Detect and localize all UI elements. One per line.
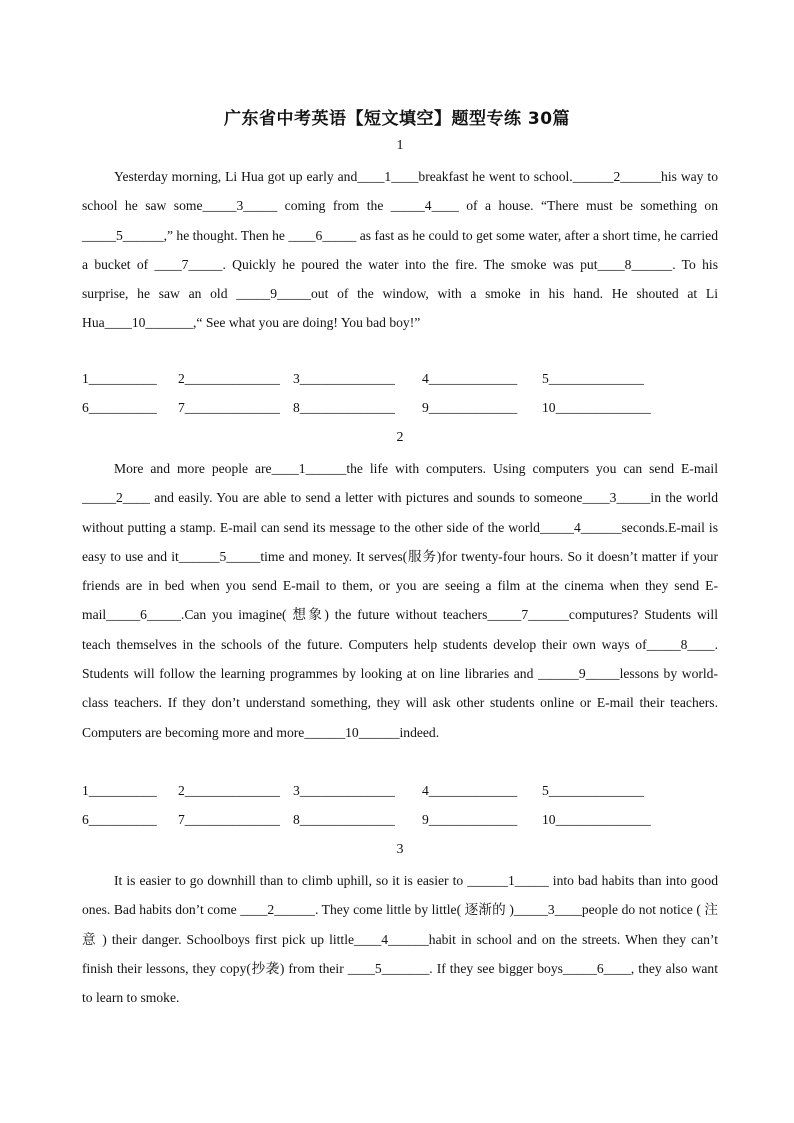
answer-row-1-1 — [82, 371, 722, 395]
answer-row-2-1 — [82, 783, 722, 807]
page-title: 广东省中考英语【短文填空】题型专练 30篇 — [223, 109, 571, 129]
answer-blank[interactable]: 8______________ — [293, 400, 395, 415]
answer-blank[interactable]: 9_____________ — [422, 400, 518, 415]
answer-blank[interactable]: 1__________ — [82, 783, 157, 798]
passage-number-3: 3 — [396, 842, 404, 857]
answer-blank[interactable]: 10______________ — [542, 400, 651, 415]
answer-blank[interactable]: 10______________ — [542, 812, 651, 827]
answer-blank[interactable]: 5______________ — [542, 783, 644, 798]
answer-blank[interactable]: 5______________ — [542, 371, 644, 386]
answer-blank[interactable]: 6__________ — [82, 812, 157, 827]
answer-blank[interactable]: 1__________ — [82, 371, 157, 386]
answer-blank[interactable]: 4_____________ — [422, 783, 518, 798]
answer-blank[interactable]: 7______________ — [178, 400, 280, 415]
passage-3-text: It is easier to go downhill than to climb uphill, so it is easier to ______1_____ into bad habits than into good ones. Bad habits don’t come ____2______. They come little by little( 逐渐的 )_____3____people do not notice ( 注 意 ) their danger. Schoolboys first pick up little____4______habit in school and on the streets. When they can’t finish their lessons, they copy(抄袭) from their ____5_______. If they see bigger boys_____6____, they also want to learn to smoke. — [82, 873, 718, 1006]
passage-1-text: Yesterday morning, Li Hua got up early and____1____breakfast he went to school.______2______his way to school he saw some_____3_____ coming from the _____4____ of a house. “There must be something on _____5______,” he thought. Then he ____6_____ as fast as he could to get some water, after a short time, he carried a bucket of ____7_____. Quickly he poured the water into the fire. The smoke was put____8______. To his surprise, he saw an old _____9_____out of the window, with a smoke in his hand. He shouted at Li Hua____10_______,“ See what you are doing! You bad boy!” — [82, 169, 718, 331]
answer-blank[interactable]: 3______________ — [293, 371, 395, 386]
answer-blank[interactable]: 3______________ — [293, 783, 395, 798]
answer-blank[interactable]: 2______________ — [178, 783, 280, 798]
answer-blank[interactable]: 9_____________ — [422, 812, 518, 827]
answer-blank[interactable]: 2______________ — [178, 371, 280, 386]
passage-number-2: 2 — [396, 430, 404, 445]
passage-number-1: 1 — [396, 138, 404, 153]
answer-blank[interactable]: 7______________ — [178, 812, 280, 827]
answer-row-2-2 — [82, 812, 722, 836]
passage-2-text: More and more people are____1______the life with computers. Using computers you can send E-mail _____2____ and easily. You are able to send a letter with pictures and sounds to someone____3_____in the world without putting a stamp. E-mail can send its message to the other side of the world_____4______seconds.E-mail is easy to use and it______5_____time and money. It serves(服务)for twenty-four hours. So it doesn’t matter if your friends are in bed when you send E-mail to them, or you are seeing a film at the cinema when they send E-mail_____6_____.Can you imagine( 想象) the future without teachers_____7______computures? Students will teach themselves in the schools of the future. Computers help students develop their own ways of_____8____. Students will follow the learning programmes by looking at on line libraries and ______9_____lessons by world-class teachers. If they don’t understand something, they will ask other students online or E-mail their teachers. Computers are becoming more and more______10______indeed. — [82, 461, 718, 740]
answer-blank[interactable]: 8______________ — [293, 812, 395, 827]
answer-blank[interactable]: 6__________ — [82, 400, 157, 415]
answer-blank[interactable]: 4_____________ — [422, 371, 518, 386]
answer-row-1-2 — [82, 400, 722, 424]
